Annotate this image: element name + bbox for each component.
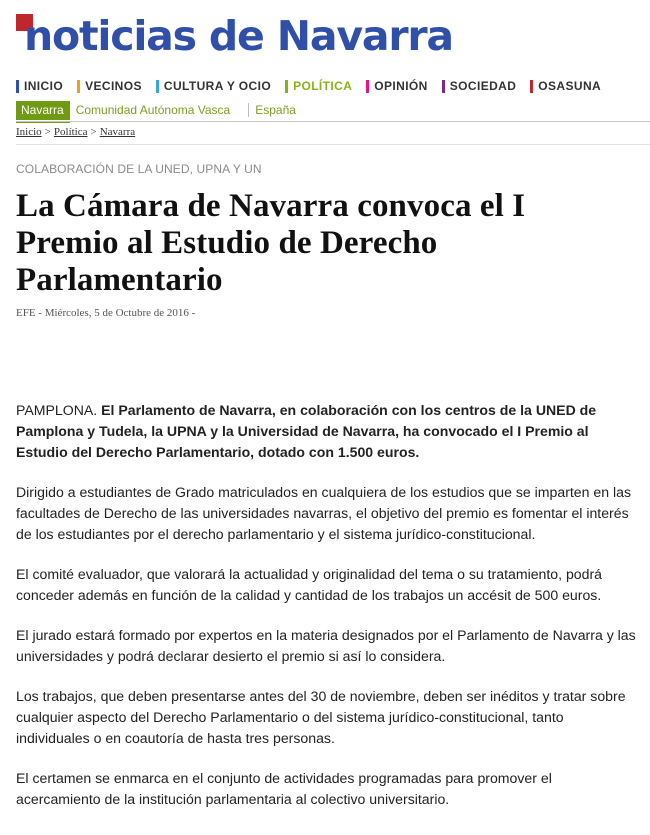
article-body [16, 400, 638, 829]
breadcrumb-inicio[interactable]: Inicio [16, 126, 42, 138]
nav-color-bar [77, 80, 80, 93]
nav-label: VECINOS [85, 79, 142, 93]
breadcrumb-separator: > [44, 126, 51, 138]
article-paragraph: Dirigido a estudiantes de Grado matriculados en cualquiera de los estudios que se imparten en las facultades de Derecho de las universidades navarras, el objetivo del premio es fomentar el interés de los estudiantes por el derecho parlamentario y el sistema jurídico-constitucional. [16, 484, 632, 542]
nav-label: OPINIÓN [374, 79, 428, 93]
sub-nav [16, 100, 650, 120]
subnav-divider [248, 103, 249, 117]
logo-text: noticias de Navarra [24, 12, 453, 60]
subnav-item-espana[interactable]: España [255, 103, 296, 117]
nav-item-inicio[interactable] [16, 79, 63, 93]
nav-label: CULTURA Y OCIO [163, 79, 272, 93]
header-divider [16, 121, 650, 122]
lead-text: El Parlamento de Navarra, en colaboración con los centros de la UNED de Pamplona y Tudela, la UPNA y la Universidad de Navarra, ha convocado el I Premio al Estudio del Derecho Parlamentario, dotado con 1.500 euros. [16, 402, 597, 460]
article-paragraph: El certamen se enmarca en el conjunto de actividades programadas para promover el acercamiento de la institución parlamentaria al colectivo universitario. [16, 770, 552, 807]
nav-item-sociedad[interactable] [442, 79, 517, 93]
article-paragraph: Los trabajos, que deben presentarse antes del 30 de noviembre, deben ser inéditos y tratar sobre cualquier aspecto del Derecho Parlamentario o del sistema jurídico-constitucional, tanto individuales o en coautoría de hasta tres personas. [16, 688, 626, 746]
nav-color-bar [366, 80, 369, 93]
article-category: COLABORACIÓN DE LA UNED, UPNA Y UN [16, 162, 262, 176]
nav-label: INICIO [24, 79, 64, 93]
nav-item-vecinos[interactable] [77, 79, 142, 93]
breadcrumb [16, 126, 135, 138]
nav-label: OSASUNA [538, 79, 602, 93]
article-headline: La Cámara de Navarra convoca el I Premio al Estudio de Derecho Parlamentario [16, 188, 526, 298]
main-nav [16, 78, 650, 94]
nav-item-cultura-y-ocio[interactable] [156, 79, 271, 93]
article-lead-paragraph [16, 400, 638, 463]
site-logo[interactable] [16, 10, 516, 60]
nav-color-bar [285, 80, 288, 93]
subnav-item-comunidad-autonoma-vasca[interactable]: Comunidad Autónoma Vasca [75, 103, 231, 117]
breadcrumb-navarra[interactable]: Navarra [99, 126, 136, 138]
breadcrumb-separator: > [90, 126, 97, 138]
nav-color-bar [442, 80, 445, 93]
article-paragraph: El comité evaluador, que valorará la actualidad y originalidad del tema o su tratamiento, podrá conceder además en función de la calidad y cantidad de los trabajos un accésit de 500 euros. [16, 566, 603, 603]
nav-label: POLÍTICA [293, 79, 353, 93]
article-paragraph: El jurado estará formado por expertos en la materia designados por el Parlamento de Navarra y las universidades y podrá declarar desierto el premio si así lo considera. [16, 627, 636, 664]
lead-city: PAMPLONA. [16, 402, 102, 418]
nav-color-bar [530, 80, 533, 93]
nav-color-bar [156, 80, 159, 93]
nav-item-osasuna[interactable] [530, 79, 601, 93]
breadcrumb-divider [16, 144, 650, 145]
article-byline: EFE - Miércoles, 5 de Octubre de 2016 - [16, 307, 196, 319]
nav-item-politica[interactable] [285, 79, 352, 93]
nav-color-bar [16, 80, 19, 93]
nav-item-opinion[interactable] [366, 79, 427, 93]
breadcrumb-politica[interactable]: Política [53, 126, 88, 138]
subnav-item-navarra[interactable]: Navarra [16, 101, 70, 120]
nav-label: SOCIEDAD [449, 79, 517, 93]
